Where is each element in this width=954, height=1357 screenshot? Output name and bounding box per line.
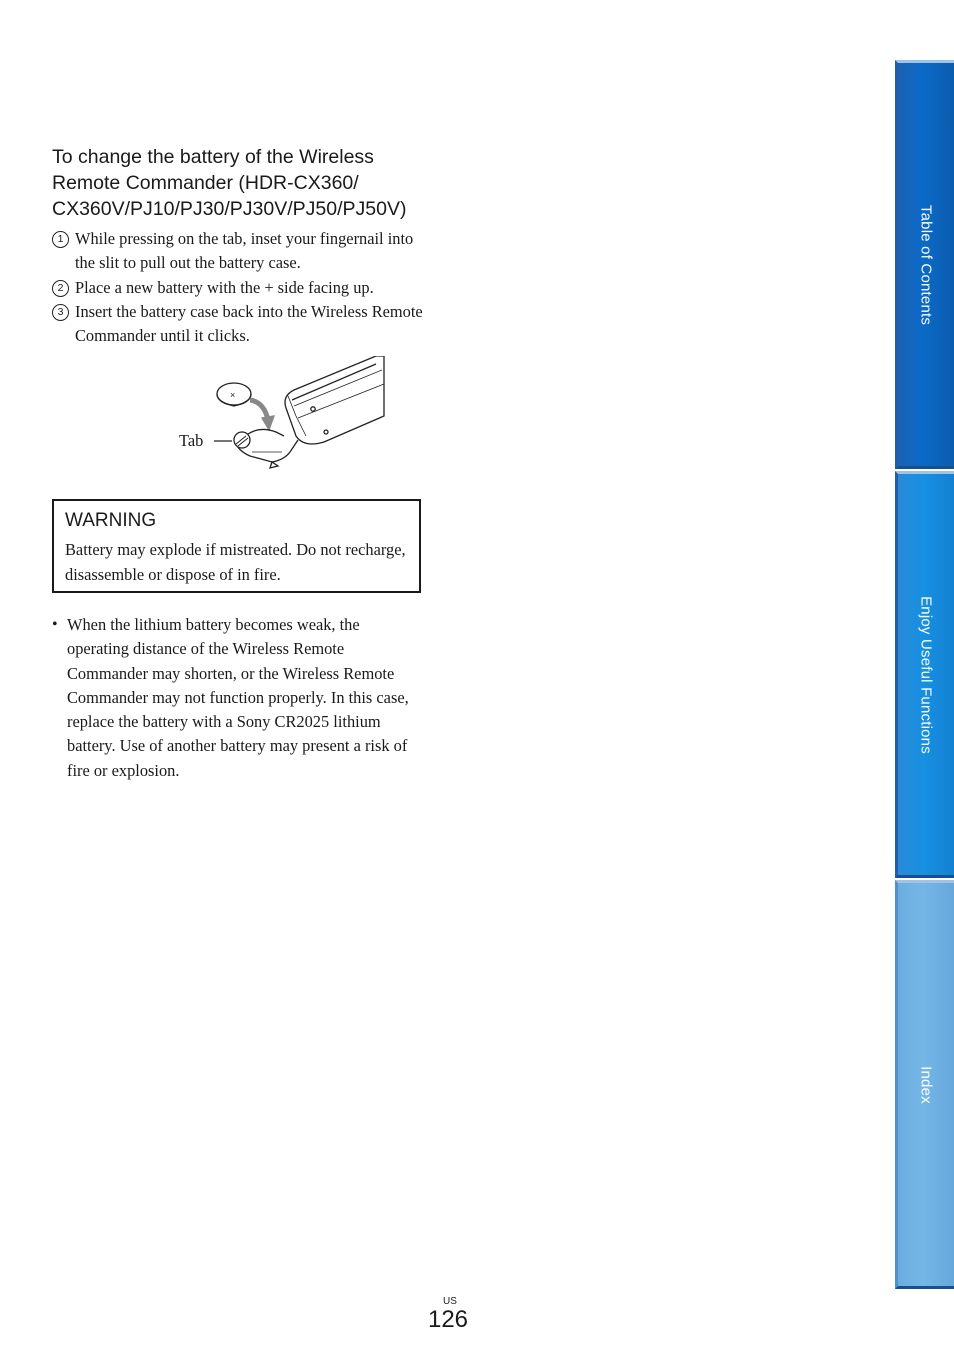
section-heading: To change the battery of the Wireless Remote Commander (HDR-CX360/ CX360V/PJ10/PJ30/PJ30V/PJ50/PJ50V)	[52, 146, 407, 220]
warning-text: Battery may explode if mistreated. Do not recharge, disassemble or dispose of in fire.	[65, 540, 406, 584]
tab-callout-label: Tab	[179, 431, 204, 450]
tab-index[interactable]	[895, 880, 954, 1289]
svg-text:×: ×	[230, 390, 236, 400]
page-region-code: US	[443, 1296, 457, 1307]
note-text: When the lithium battery becomes weak, the operating distance of the Wireless Remote Commander may shorten, or the Wireless Remote Commander may not function properly. In this case, replace the battery with a Sony CR2025 lithium battery. Use of another battery may present a risk of fire or explosion.	[67, 615, 409, 780]
battery-case-tray	[234, 429, 298, 468]
step-text: Insert the battery case back into the Wireless Remote Commander until it clicks.	[75, 301, 423, 346]
step-number-badge: 3	[52, 304, 69, 321]
step-item	[52, 276, 432, 300]
coin-battery	[217, 383, 251, 406]
step-list	[52, 227, 432, 348]
step-text: While pressing on the tab, inset your fingernail into the slit to pull out the battery case.	[75, 229, 414, 273]
tab-label: Table of Contents	[917, 204, 935, 325]
step-number-badge: 2	[52, 280, 69, 297]
tab-label: Enjoy Useful Functions	[917, 595, 935, 754]
remote-commander-body	[285, 356, 384, 444]
step-number-badge: 1	[52, 231, 69, 248]
warning-title: WARNING	[65, 510, 157, 531]
arrow-head	[262, 416, 274, 430]
page-number: 126	[427, 1306, 469, 1333]
tab-table-of-contents[interactable]	[895, 60, 954, 469]
step-item	[52, 300, 432, 349]
step-item	[52, 227, 432, 276]
step-text: Place a new battery with the + side facing up.	[75, 277, 374, 297]
battery-replacement-illustration	[176, 356, 388, 474]
warning-box	[52, 499, 421, 593]
tab-label: Index	[917, 1065, 935, 1104]
bullet-icon: •	[52, 616, 58, 633]
tab-enjoy-useful-functions[interactable]	[895, 471, 954, 878]
